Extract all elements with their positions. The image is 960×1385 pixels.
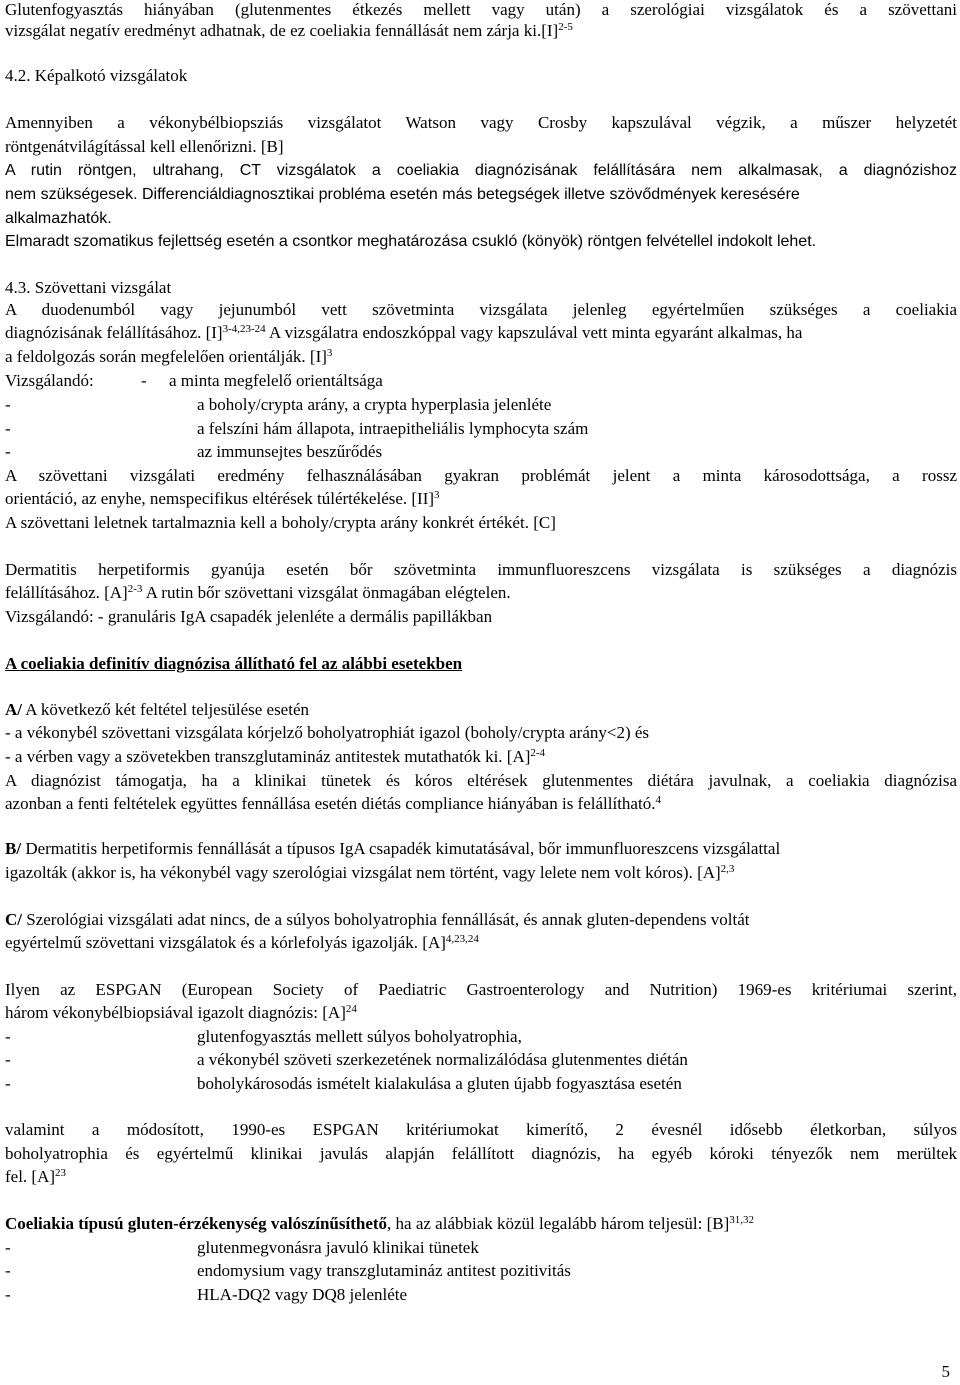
- paragraph-line: Elmaradt szomatikus fejlettség esetén a csontkor meghatározása csukló (könyök) röntgen felvétellel indokolt lehet.: [5, 233, 817, 250]
- paragraph-line: nem szükségesek. Differenciáldiagnosztikai probléma esetén más betegségek illetve szövődmények keresésére: [5, 186, 800, 203]
- paragraph-line: felállításához. $[A]^{2-3}$ A rutin bőr szövettani vizsgálat önmagában elégtelen.: [5, 583, 511, 602]
- paragraph-line: a feldolgozás során megfelelően orientálják. $[I]^3$: [5, 347, 333, 366]
- section-heading-imaging: 4.2. Képalkotó vizsgálatok: [5, 66, 188, 85]
- criterion-b: B/ Dermatitis herpetiformis fennállását a típusos IgA csapadék kimutatásával, bőr immunfluoreszcens vizsgálattal: [5, 839, 781, 858]
- paragraph-line: A szövettani vizsgálati eredmény felhasználásában gyakran problémát jelent a minta károsodottsága, a rossz: [5, 466, 957, 485]
- paragraph-line: A rutin röntgen, ultrahang, CT vizsgálatok a coeliakia diagnózisának felállítására nem alkalmasak, a diagnózishoz: [5, 162, 957, 179]
- paragraph-line: azonban a fenti feltételek együttes fennállása esetén diétás compliance hiányában is felállítható.$^4$: [5, 794, 661, 813]
- paragraph-line: Ilyen az ESPGAN (European Society of Paediatric Gastroenterology and Nutrition) 1969-es kritériumai szerint,: [5, 980, 957, 999]
- intro-line-1: Glutenfogyasztás hiányában (glutenmentes étkezés mellett vagy után) a szerológiai vizsgálatok és a szövettani: [5, 0, 957, 19]
- paragraph-line: A diagnózist támogatja, ha a klinikai tünetek és kóros eltérések glutenmentes diétára javulnak, a coeliakia diagnózisa: [5, 771, 957, 790]
- paragraph-line: alkalmazhatók.: [5, 210, 112, 227]
- probable-heading: Coeliakia típusú gluten-érzékenység valószínűsíthető, ha az alábbiak közül legalább három teljesül: $[B]^{31,32}$: [5, 1214, 755, 1233]
- paragraph-line: A duodenumból vagy jejunumból vett szövetminta vizsgálata jelenleg egyértelműen szükséges a coeliakia: [5, 300, 957, 319]
- paragraph-line: Dermatitis herpetiformis gyanúja esetén bőr szövetminta immunfluoreszcens vizsgálata is szükséges a diagnózis: [5, 560, 957, 579]
- paragraph-line: orientáció, az enyhe, nemspecifikus eltérések túlértékelése. [II]$^3$: [5, 489, 440, 508]
- paragraph-line: egyértelmű szövettani vizsgálatok és a kórlefolyás igazolják. $[A]^{4,23,24}$: [5, 933, 479, 952]
- paragraph-line: diagnózisának felállításához. $[I]^{3-4,23-24}$ A vizsgálatra endoszkóppal vagy kapszulával vett minta egyaránt alkalmas, ha: [5, 323, 803, 342]
- paragraph-line: boholyatrophia és egyértelmű klinikai javulás alapján felállított diagnózis, ha egyéb kóroki tényezők nem merültek: [5, 1144, 957, 1163]
- criterion-a: A/ A következő két feltétel teljesülése esetén: [5, 700, 309, 719]
- paragraph-line: röntgenátvilágítással kell ellenőrizni. [B]: [5, 137, 284, 156]
- paragraph-line: valamint a módosított, 1990-es ESPGAN kritériumokat kimerítő, 2 évesnél idősebb életkorban, súlyos: [5, 1120, 957, 1139]
- paragraph-line: Vizsgálandó: - granuláris IgA csapadék jelenléte a dermális papillákban: [5, 607, 493, 626]
- paragraph-line: - a vékonybél szövettani vizsgálata kórjelző boholyatrophiát igazol (boholy/crypta arány<2) és: [5, 723, 650, 742]
- criterion-c: C/ Szerológiai vizsgálati adat nincs, de a súlyos boholyatrophia fennállását, és annak gluten-dependens voltát: [5, 910, 750, 929]
- paragraph-line: igazolták (akkor is, ha vékonybél vagy szerológiai vizsgálat nem történt, vagy lelete nem volt kóros). $[A]^{2,3}$: [5, 863, 735, 882]
- paragraph-line: Amennyiben a vékonybélbiopsziás vizsgálatot Watson vagy Crosby kapszulával végzik, a műszer helyzetét: [5, 113, 957, 132]
- paragraph-line: három vékonybélbiopsiával igazolt diagnózis: $[A]^{24}$: [5, 1003, 357, 1022]
- intro-line-2: vizsgálat negatív eredményt adhatnak, de ez coeliakia fennállását nem zárja $ki.[I]^{2-5}$: [5, 21, 573, 40]
- paragraph-line: fel. $[A]^{23}$: [5, 1167, 67, 1186]
- section-heading-histology: 4.3. Szövettani vizsgálat: [5, 278, 172, 297]
- page-number: 5: [941, 1362, 950, 1381]
- definitive-heading: A coeliakia definitív diagnózisa állítható fel az alábbi esetekben: [5, 654, 463, 673]
- paragraph-line: - a vérben vagy a szövetekben transzglutamináz antitestek mutathatók ki. $[A]^{2-4}$: [5, 747, 546, 766]
- paragraph-line: A szövettani leletnek tartalmaznia kell a boholy/crypta arány konkrét értékét. [C]: [5, 513, 556, 532]
